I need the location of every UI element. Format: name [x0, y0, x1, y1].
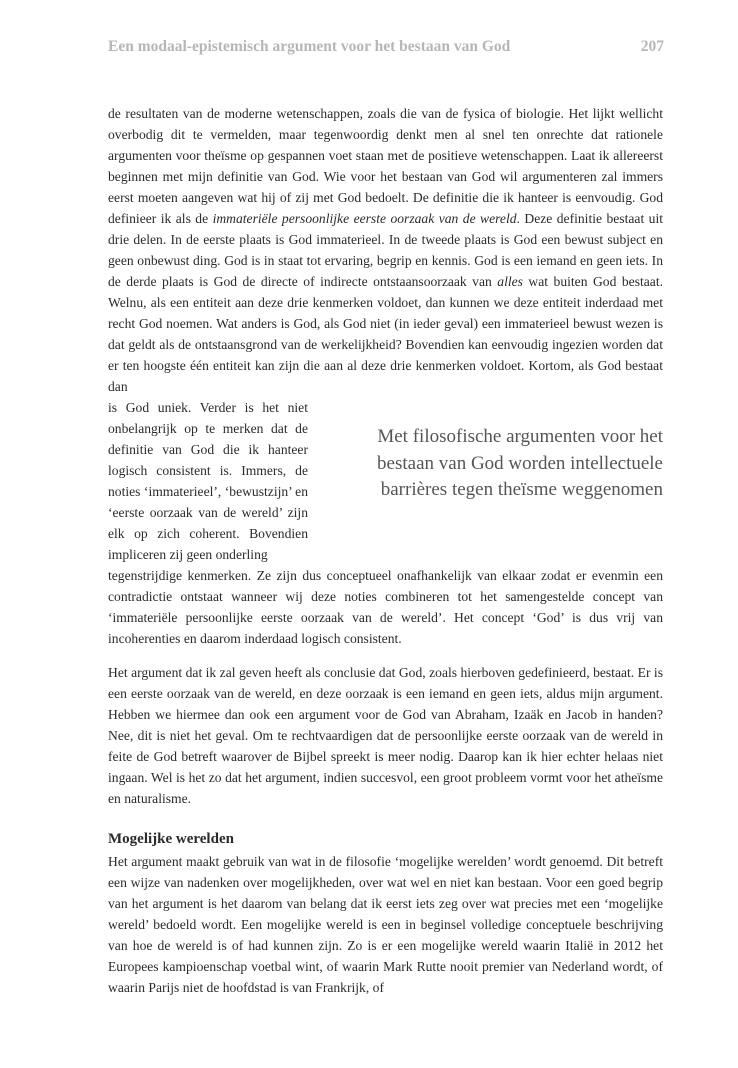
- running-head: [108, 38, 664, 62]
- section-heading: Mogelijke werelden: [108, 831, 234, 847]
- paragraph-intro: de resultaten van de moderne wetenschappen, zoals die van de fysica of biologie. Het lijkt wellicht overbodig dit te vermelden, maar tegenwoordig denkt men al snel ten onrechte dat rationele argumenten voor theïsme op gespannen voet staan met de positieve wetenschappen. Laat ik allereerst beginnen met mijn definitie van God. Wie voor het bestaan van God wil argumenteren zal immers eerst moeten aangeven wat hij of zij met God bedoelt. De definitie die ik hanteer is eenvoudig. God definieer ik als de immateriële persoonlijke eerste oorzaak van de wereld. Deze definitie bestaat uit drie delen. In de eerste plaats is God immaterieel. In de tweede plaats is God een bewust subject en geen onbewust ding. God is in staat tot ervaring, begrip en kennis. God is een iemand en geen iets. In de derde plaats is God de directe of indirecte ontstaansoorzaak van alles wat buiten God bestaat. Welnu, als een entiteit aan deze drie kenmerken voldoet, dan kunnen we deze entiteit inderdaad met recht God noemen. Wat anders is God, als God niet (in ieder geval) een immaterieel bewust wezen is dat geldt als de ontstaansgrond van de werkelijkheid? Bovendien kan eenvoudig ingezien worden dat er ten hoogste één entiteit kan zijn die aan al deze drie kenmerken voldoet. Kortom, als God bestaat dan: [108, 106, 664, 394]
- emphasis-alles: alles: [497, 274, 523, 289]
- narrow-text-column: is God uniek. Verder is het niet onbelangrijk op te merken dat de definitie van God die ik hanteer logisch consistent is. Immers, de noties ‘immaterieel’, ‘bewustzijn’ en ‘eerste oorzaak van de wereld’ zijn elk op zich coherent. Bovendien impliceren zij geen onderling: [108, 400, 308, 562]
- emphasis-definition: immateriële persoonlijke eerste oorzaak van de wereld: [212, 211, 517, 226]
- paragraph-argument: Het argument dat ik zal geven heeft als conclusie dat God, zoals hierboven gedefinieerd, bestaat. Er is een eerste oorzaak van de wereld, en deze oorzaak is een iemand en geen iets, aldus mijn argument. Hebben we hiermee dan ook een argument voor de God van Abraham, Izaäk en Jacob in handen? Nee, dit is niet het geval. Om te rechtvaardigen dat de persoonlijke eerste oorzaak van de wereld in feite de God betreft waarover de Bijbel spreekt is meer nodig. Daarop kan ik hier echter helaas niet ingaan. Wel is het zo dat het argument, indien succesvol, een groot probleem vormt voor het atheïsme en naturalisme.: [108, 665, 663, 806]
- paragraph-possible-worlds: Het argument maakt gebruik van wat in de filosofie ‘mogelijke werelden’ wordt genoemd. Dit betreft een wijze van nadenken over mogelijkheden, over wat wel en niet kan bestaan. Voor een goed begrip van het argument is het daarom van belang dat ik eerst iets zeg over wat precies met een ‘mogelijke wereld’ bedoeld wordt. Een mogelijke wereld is een in beginsel volledige conceptuele beschrijving van hoe de wereld is of had kunnen zijn. Zo is er een mogelijke wereld waarin Italië in 2012 het Europees kampioenschap voetbal wint, of waarin Mark Rutte nooit premier van Nederland wordt, of waarin Parijs niet de hoofdstad is van Frankrijk, of: [108, 854, 663, 995]
- page-number: 207: [640, 38, 664, 55]
- running-title: Een modaal-epistemisch argument voor het bestaan van God: [108, 38, 511, 55]
- pull-quote: Met filosofische argumenten voor het bestaan van God worden intellectuele barrières tegen theïsme weggenomen: [377, 426, 663, 500]
- paragraph-intro-continued: tegenstrijdige kenmerken. Ze zijn dus conceptueel onafhankelijk van elkaar zodat er evenmin een contradictie ontstaat wanneer wij deze noties combineren tot het samengestelde concept van ‘immateriële persoonlijke eerste oorzaak van de wereld’. Het concept ‘God’ is dus vrij van incoherenties en daarom inderdaad logisch consistent.: [108, 568, 663, 646]
- wrap-block: [108, 397, 663, 565]
